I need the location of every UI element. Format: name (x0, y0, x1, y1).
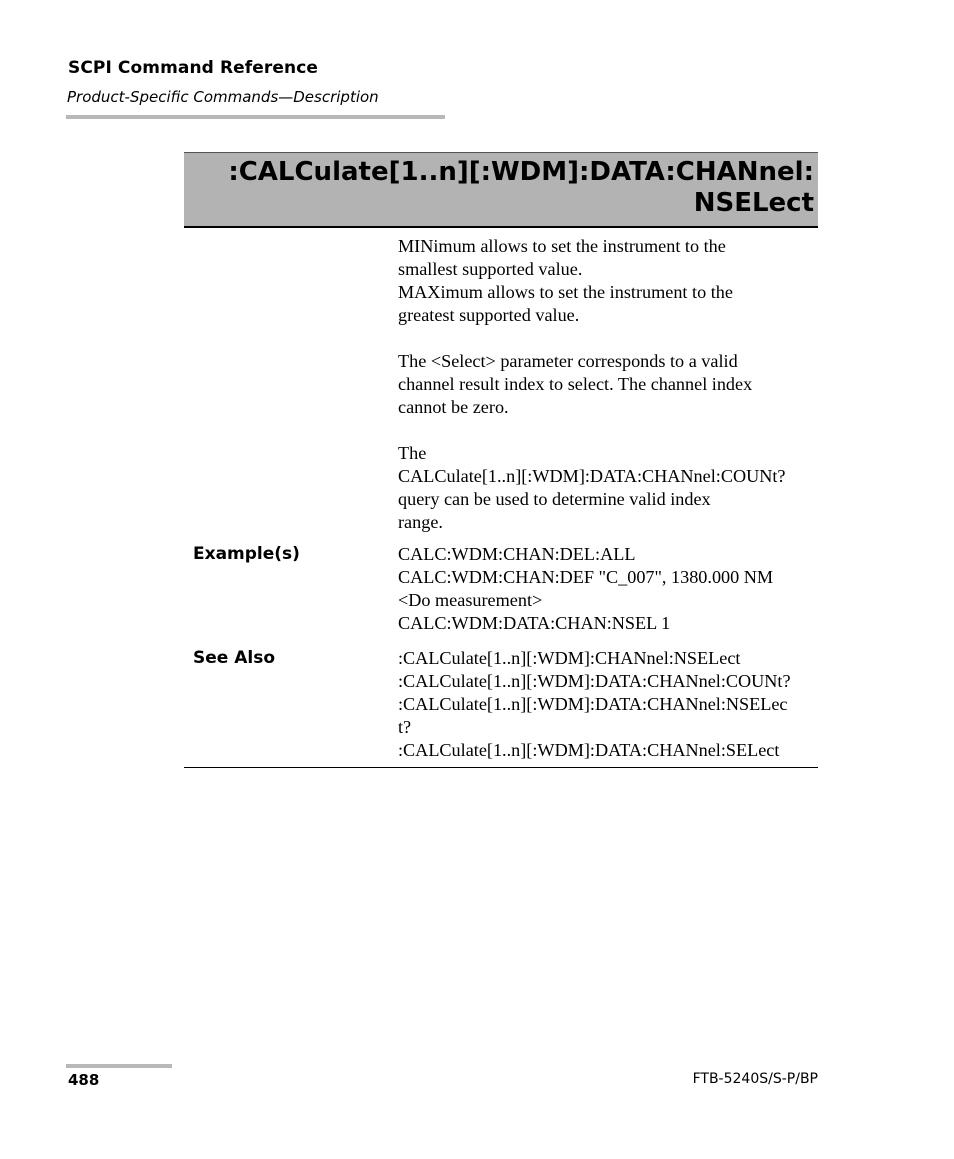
see-also-line: :CALCulate[1..n][:WDM]:DATA:CHANnel:COUNt? (398, 671, 791, 691)
text-line: smallest supported value. (398, 259, 583, 279)
text-line: query can be used to determine valid index (398, 489, 711, 509)
running-header-title: SCPI Command Reference (68, 58, 319, 78)
command-heading-line-1: :CALCulate[1..n][:WDM]:DATA:CHANnel: (228, 157, 814, 187)
example-line: CALC:WDM:CHAN:DEF "C_007", 1380.000 NM (398, 567, 774, 587)
footer-divider (66, 1064, 172, 1068)
example-line: CALC:WDM:CHAN:DEL:ALL (398, 544, 636, 564)
examples-body (398, 543, 818, 635)
table-bottom-rule (184, 767, 818, 768)
text-line: range. (398, 512, 443, 532)
text-line (398, 419, 818, 442)
see-also-line: :CALCulate[1..n][:WDM]:CHANnel:NSELect (398, 648, 741, 668)
header-divider (66, 115, 445, 119)
example-line: <Do measurement> (398, 590, 543, 610)
text-line: greatest supported value. (398, 305, 580, 325)
parameter-description (398, 235, 818, 534)
text-line: MAXimum allows to set the instrument to the (398, 282, 733, 302)
command-heading (228, 157, 814, 219)
text-line: The <Select> parameter corresponds to a valid (398, 351, 738, 371)
text-line: MINimum allows to set the instrument to the (398, 236, 726, 256)
see-also-label: See Also (193, 648, 276, 668)
example-line: CALC:WDM:DATA:CHAN:NSEL 1 (398, 613, 671, 633)
text-line: channel result index to select. The channel index (398, 374, 753, 394)
text-line: cannot be zero. (398, 397, 509, 417)
examples-label: Example(s) (193, 544, 300, 564)
running-header-subtitle: Product-Specific Commands—Description (67, 88, 379, 106)
page-number: 488 (68, 1071, 100, 1089)
command-heading-box (184, 152, 818, 228)
text-line: CALCulate[1..n][:WDM]:DATA:CHANnel:COUNt? (398, 466, 786, 486)
text-line: The (398, 443, 427, 463)
see-also-body (398, 647, 818, 762)
see-also-line: t? (398, 717, 412, 737)
text-line (398, 327, 818, 350)
command-heading-line-2: NSELect (693, 188, 814, 218)
see-also-line: :CALCulate[1..n][:WDM]:DATA:CHANnel:SELect (398, 740, 780, 760)
see-also-line: :CALCulate[1..n][:WDM]:DATA:CHANnel:NSELec (398, 694, 788, 714)
product-name: FTB-5240S/S-P/BP (692, 1071, 818, 1087)
